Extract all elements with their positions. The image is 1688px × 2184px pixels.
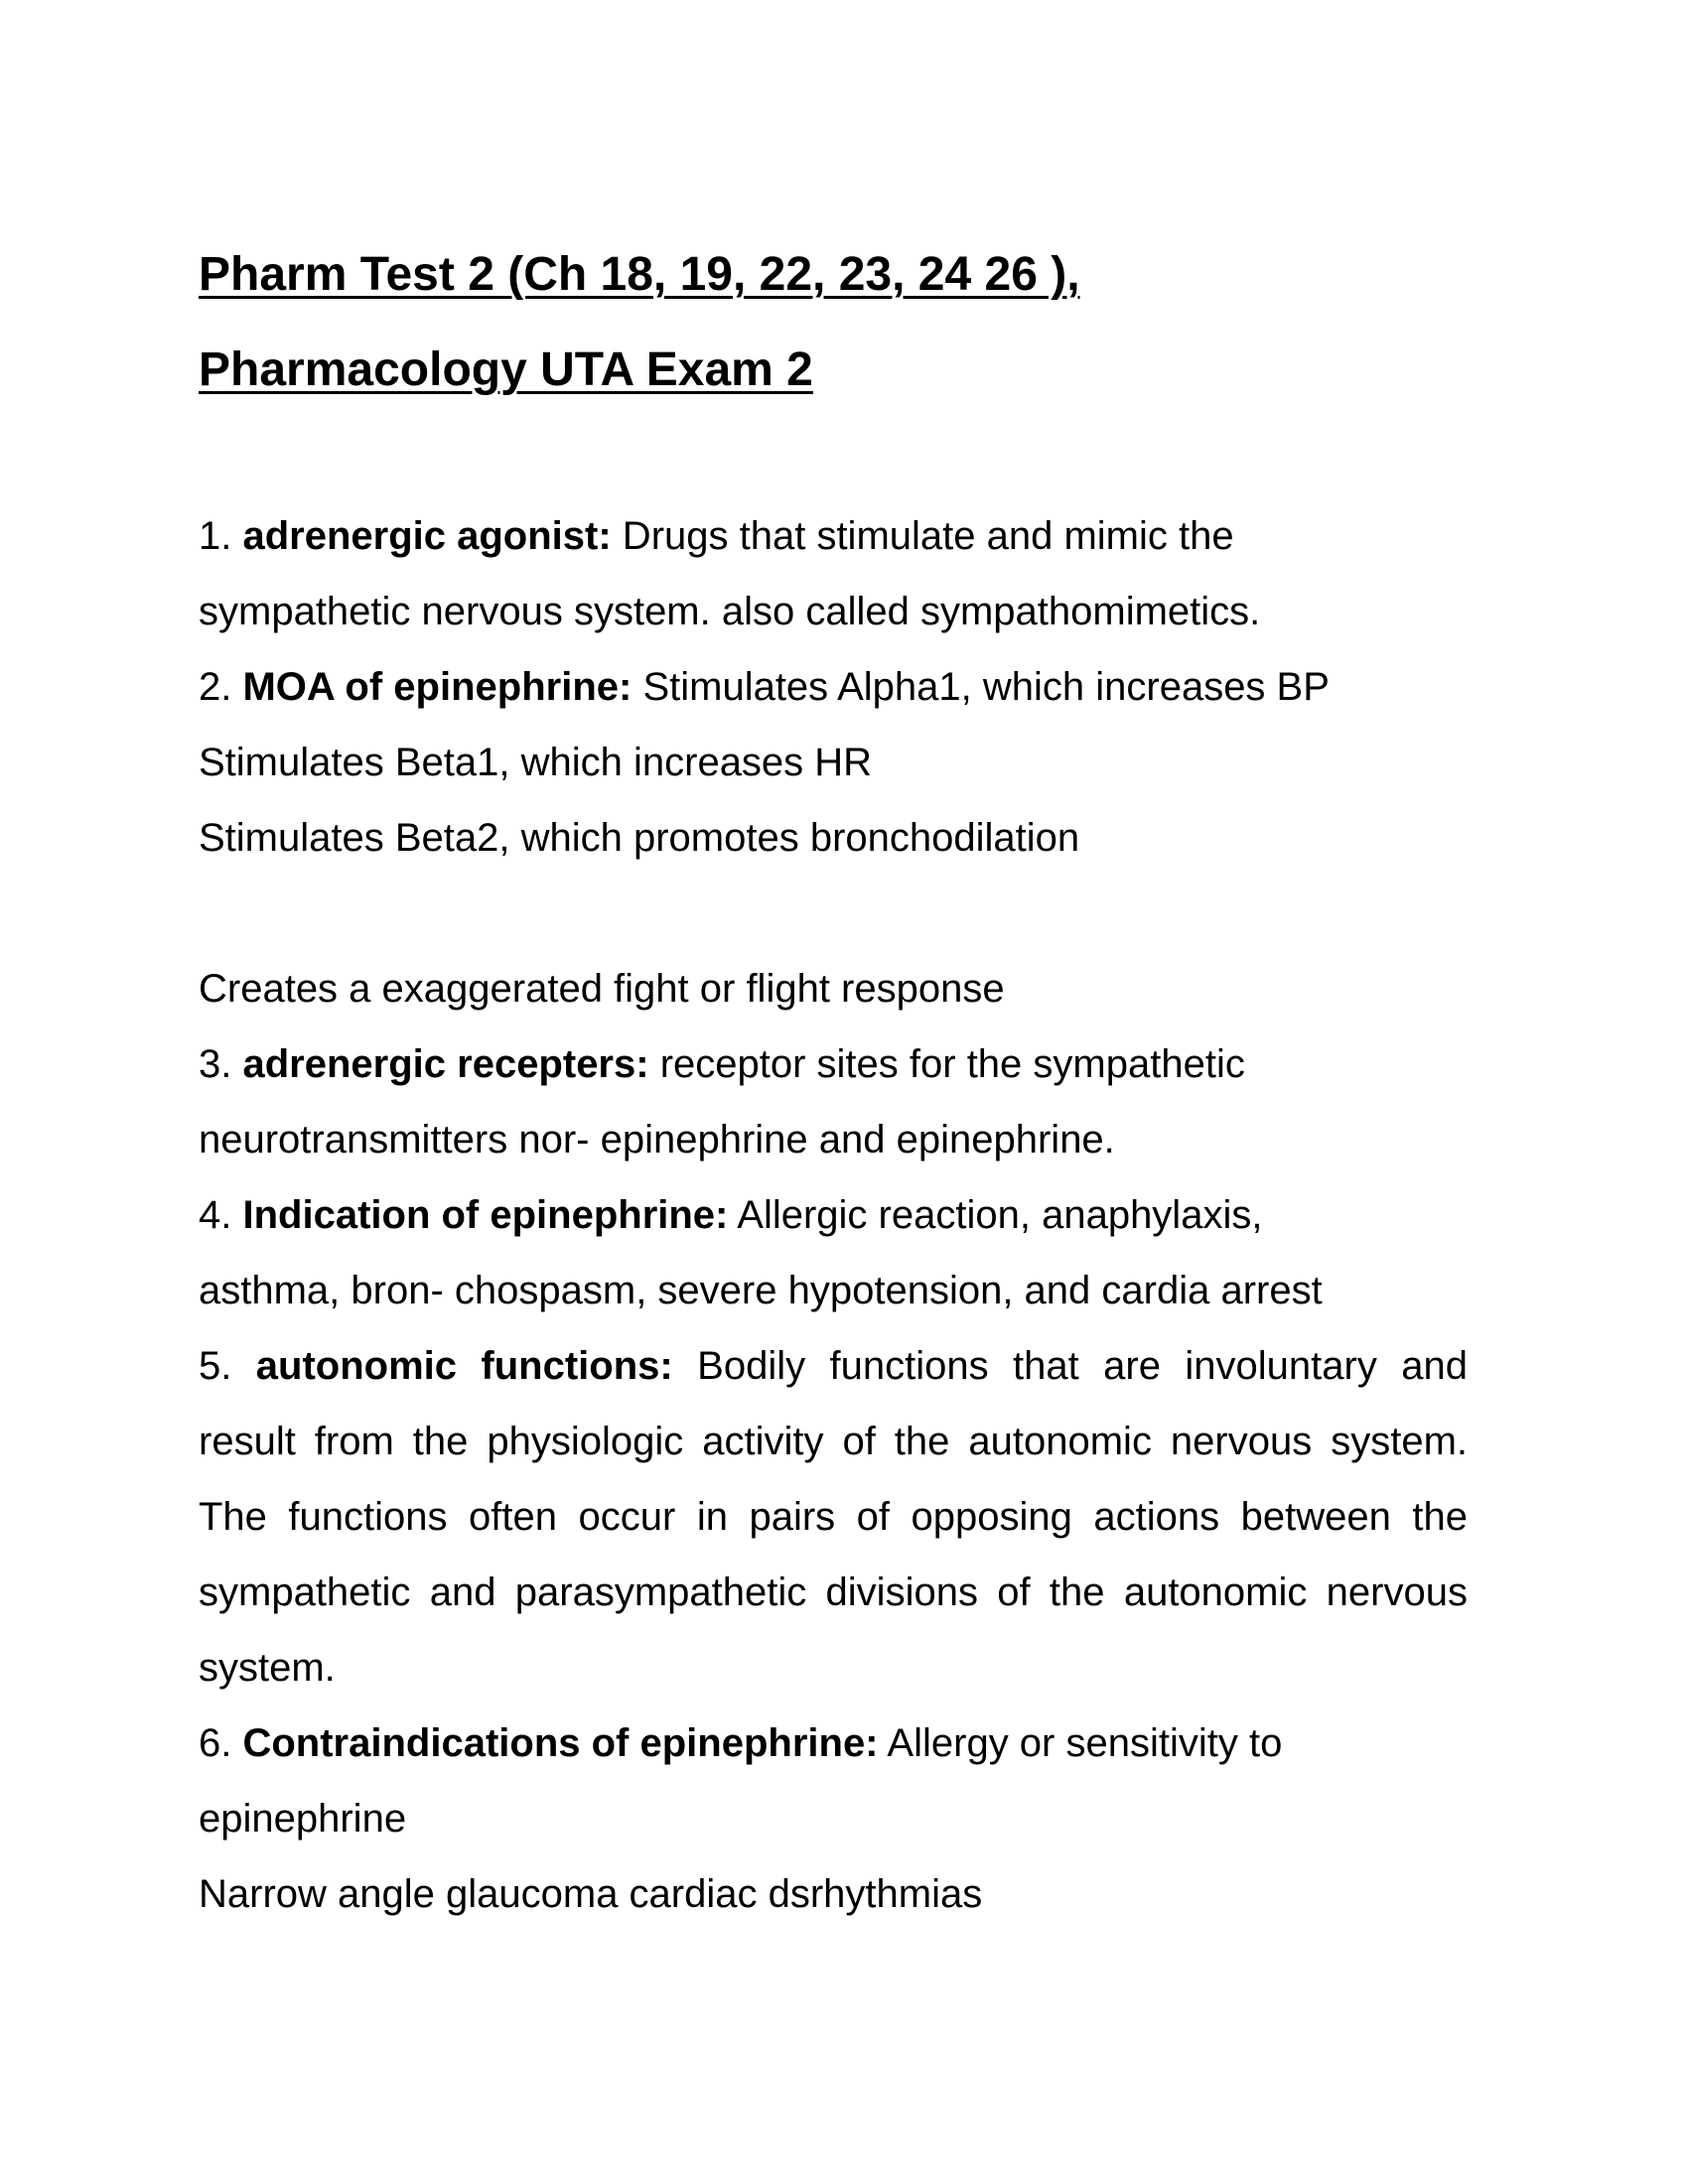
item-term: adrenergic agonist: — [242, 514, 612, 558]
item-definition: Stimulates Alpha1, which increases BP — [632, 665, 1330, 709]
item-term: adrenergic recepters: — [242, 1042, 649, 1086]
item-definition: Allergic reaction, anaphylaxis, asthma, bron- chospasm, severe hypotension, and cardia arrest — [199, 1193, 1323, 1312]
item-term: Indication of epinephrine: — [242, 1193, 729, 1237]
item-number: 1. — [199, 514, 243, 558]
item-extra-line: Narrow angle glaucoma cardiac dsrhythmias — [199, 1872, 983, 1916]
item-number: 6. — [199, 1721, 243, 1765]
blank-line — [199, 876, 1468, 951]
list-item — [199, 1177, 1410, 1328]
item-number: 3. — [199, 1042, 243, 1086]
item-term: autonomic functions: — [255, 1344, 673, 1388]
item-definition: Drugs that stimulate and mimic the sympathetic nervous system. also called sympathomimetics. — [199, 514, 1261, 633]
item-extra-line: Stimulates Beta2, which promotes bronchodilation — [199, 816, 1080, 860]
flashcard-list — [199, 498, 1468, 1932]
list-item — [199, 1026, 1340, 1177]
page-title-line-2: Pharmacology UTA Exam 2 — [199, 343, 813, 396]
item-term: MOA of epinephrine: — [242, 665, 633, 709]
list-item — [199, 1328, 1468, 1706]
item-definition: receptor sites for the sympathetic neurotransmitters nor- epinephrine and epinephrine. — [199, 1042, 1245, 1161]
list-item — [199, 649, 1468, 725]
item-extra-line: Creates a exaggerated fight or flight response — [199, 967, 1005, 1011]
item-extra-line: Stimulates Beta1, which increases HR — [199, 741, 873, 784]
page-title-line-1: Pharm Test 2 (Ch 18, 19, 22, 23, 24 26 ), — [199, 248, 1080, 301]
list-item — [199, 1706, 1390, 1856]
item-number: 2. — [199, 665, 243, 709]
item-term: Contraindications of epinephrine: — [242, 1721, 879, 1765]
item-number: 5. — [199, 1344, 256, 1388]
list-item — [199, 498, 1331, 649]
item-definition: Allergy or sensitivity to epinephrine — [199, 1721, 1283, 1841]
item-definition: Bodily functions that are involuntary and result from the physiologic activity of the autonomic nervous system. The functions often occur in pairs of opposing actions between the sympathetic and parasympathetic divisions of the autonomic nervous system. — [199, 1344, 1468, 1690]
item-number: 4. — [199, 1193, 243, 1237]
